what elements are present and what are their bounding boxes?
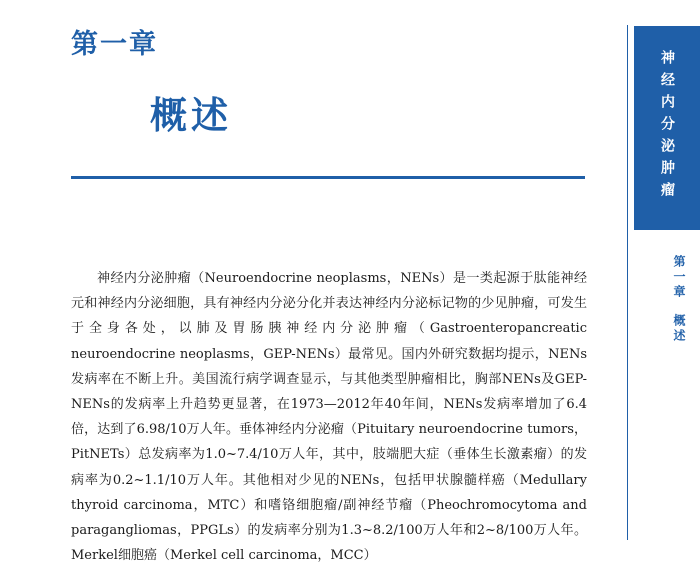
sidebar-section-tab[interactable] [634,26,700,230]
sidebar-chapter-number: 第一章 [672,255,686,300]
body-paragraph: 神经内分泌肿瘤（Neuroendocrine neoplasms，NENs）是一类起源于肽能神经元和神经内分泌细胞，具有神经内分泌分化并表达神经内分泌标记物的少见肿瘤，可发生于全身各处，以肺及胃肠胰神经内分泌肿瘤（Gastroenteropancreatic neuroendocrine neoplasms，GEP-NENs）最常见。国内外研究数据均提示，NENs发病率在不断上升。美国流行病学调查显示，与其他类型肿瘤相比，胸部NENs及GEP-NENs的发病率上升趋势更显著，在1973—2012年40年间，NENs发病率增加了6.4倍，达到了6.98/10万人年。垂体神经内分泌瘤（Pituitary neuroendocrine tumors，PitNETs）总发病率为1.0~7.4/10万人年，其中，肢端肥大症（垂体生长激素瘤）的发病率为0.2~1.1/10万人年。其他相对少见的NENs，包括甲状腺髓样癌（Medullary thyroid carcinoma，MTC）和嗜铬细胞瘤/副神经节瘤（Pheochromocytoma and paragangliomas，PPGLs）的发病率分别为1.3~8.2/100万人年和2~8/100万人年。Merkel细胞癌（Merkel cell carcinoma，MCC） [71,271,587,564]
title-divider [71,176,585,179]
sidebar-tab-title: 神经内分泌肿瘤 [659,50,675,204]
chapter-number: 第一章 [71,29,158,60]
chapter-title: 概述 [150,94,232,137]
sidebar-divider [627,25,628,540]
sidebar-chapter-label [654,255,700,344]
sidebar-chapter-title: 概述 [672,314,686,344]
body-text [71,266,587,568]
